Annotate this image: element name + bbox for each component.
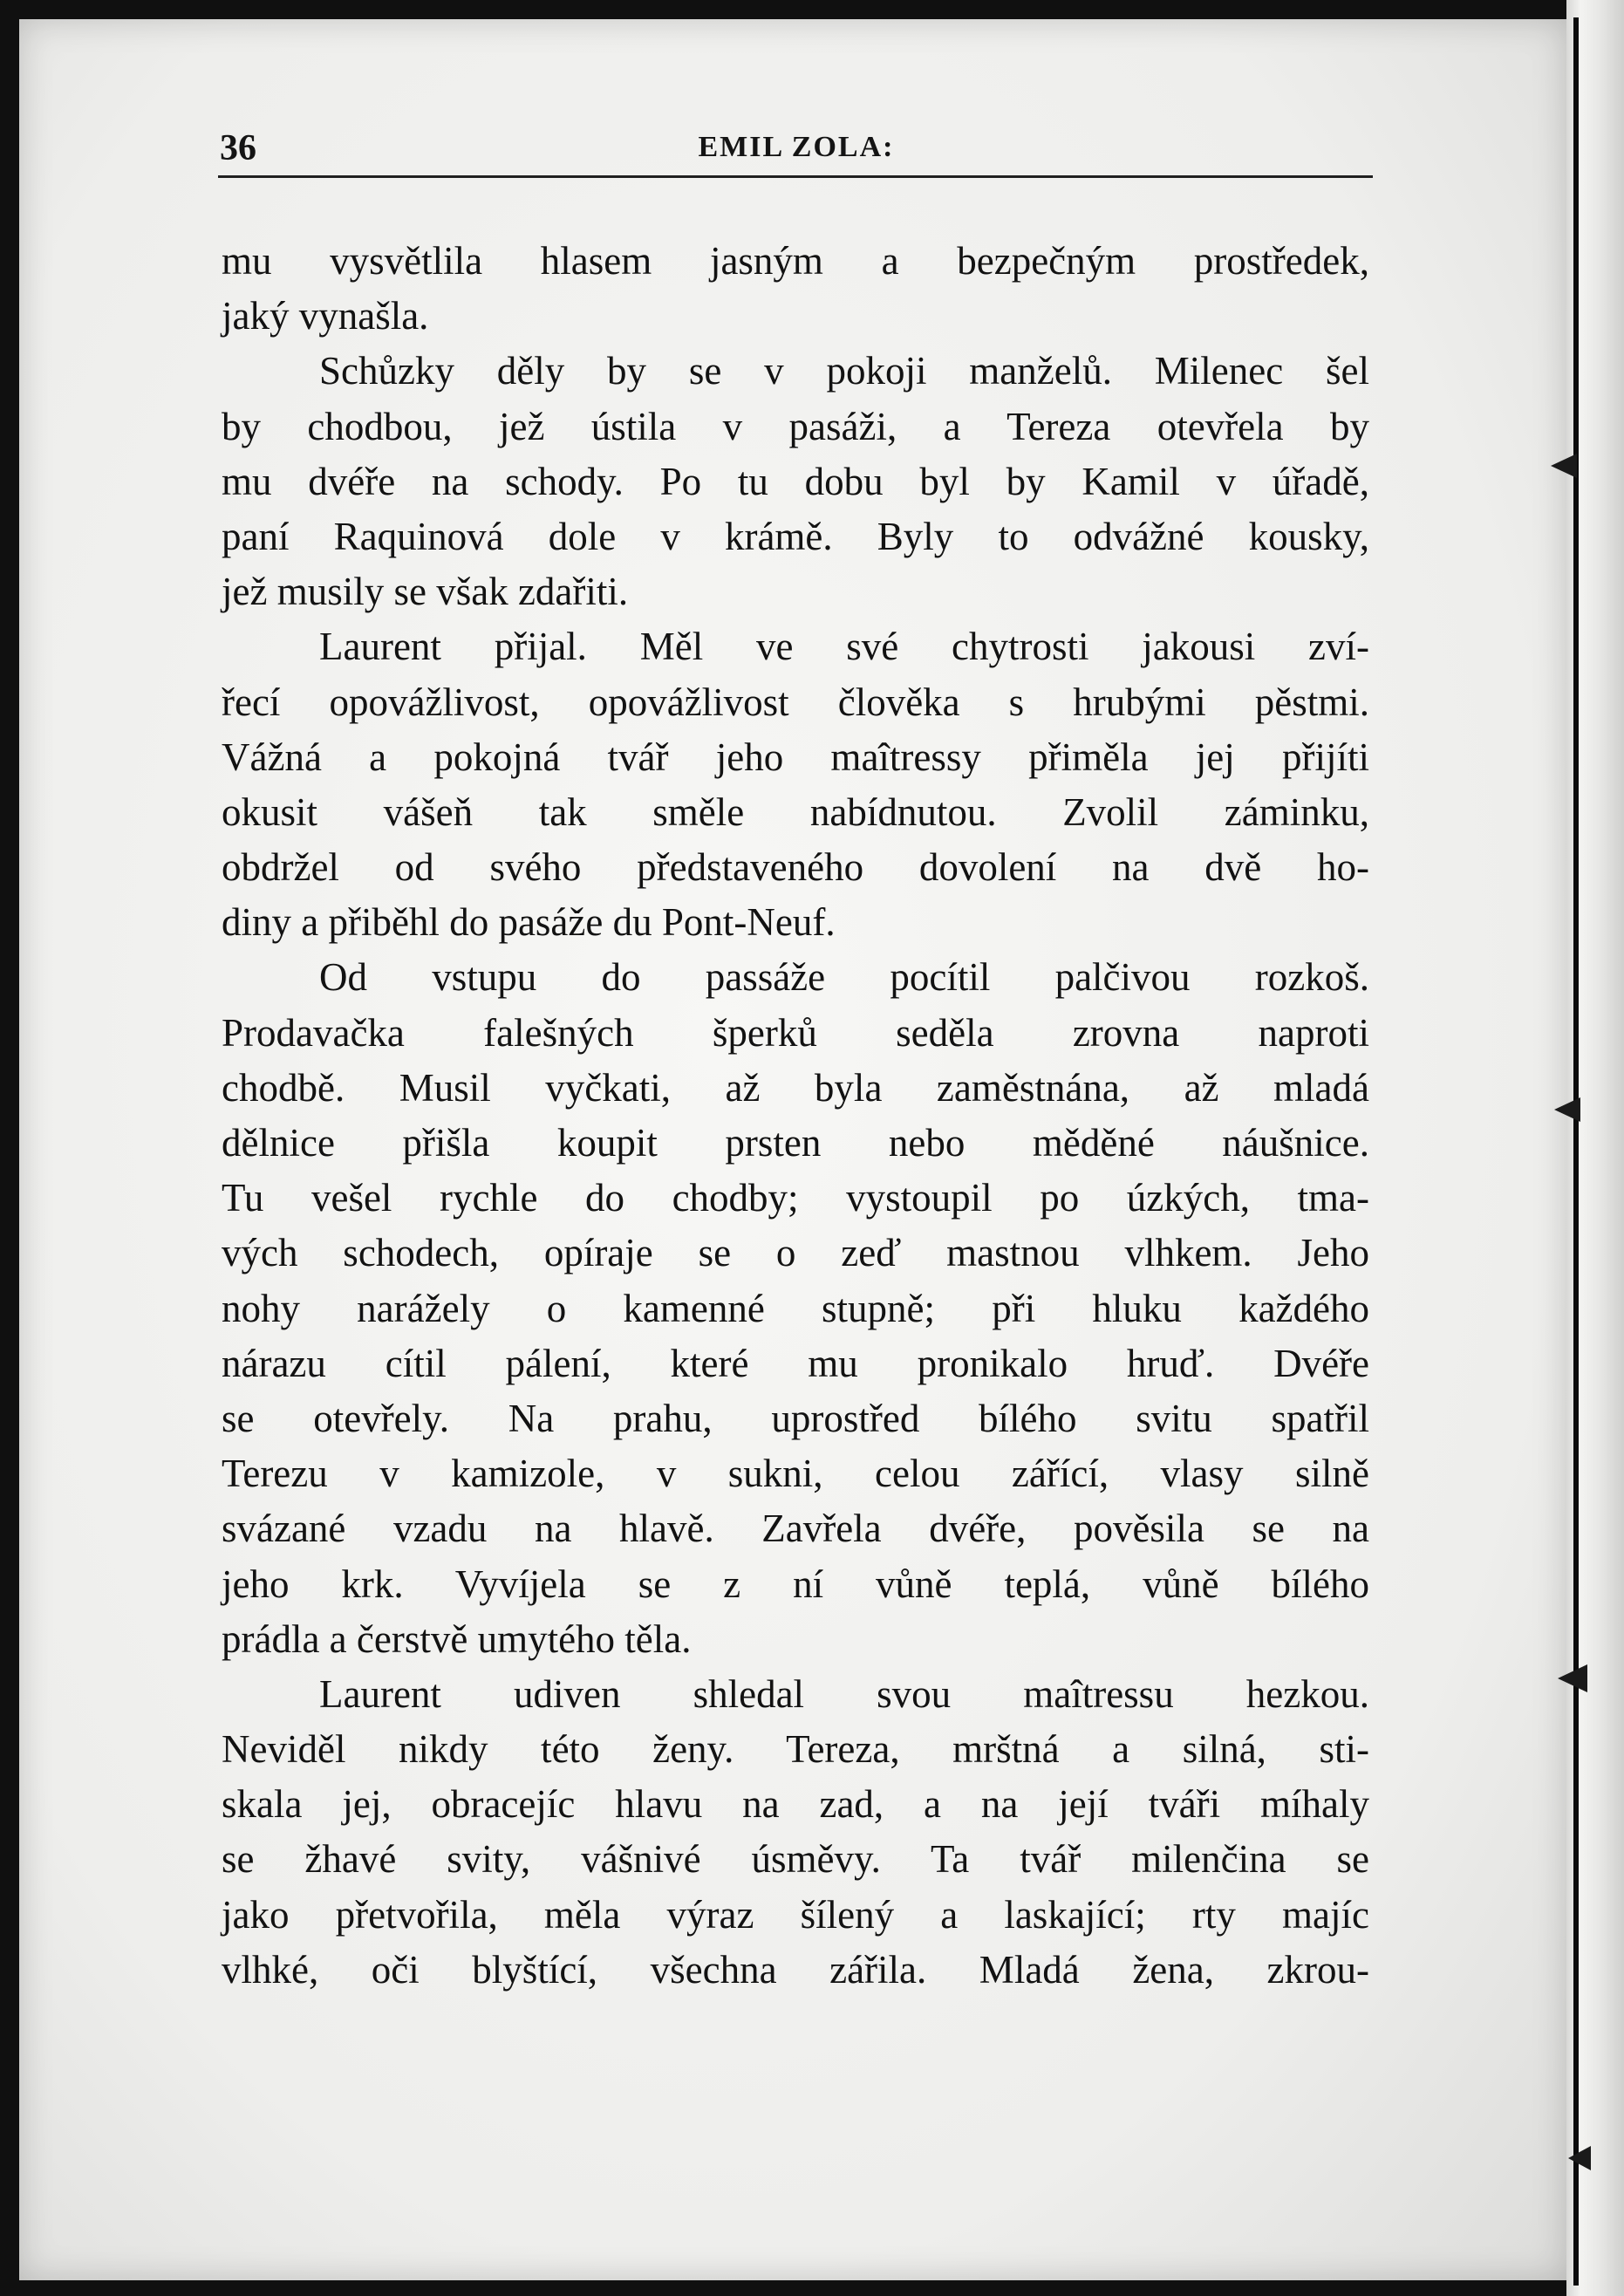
- text-line: jako přetvořila, měla výraz šílený a laskající; rty majíc: [222, 1892, 1369, 1937]
- header-rule: [218, 175, 1373, 178]
- text-line: Laurent přijal. Měl ve své chytrosti jakousi zví-: [319, 625, 1369, 669]
- text-line: Od vstupu do passáže pocítil palčivou rozkoš.: [319, 955, 1369, 1000]
- text-line: mu vysvětlila hlasem jasným a bezpečným prostředek,: [222, 239, 1369, 283]
- text-line: Schůzky děly by se v pokoji manželů. Milenec šel: [319, 349, 1369, 393]
- text-line: paní Raquinová dole v krámě. Byly to odvážné kousky,: [222, 514, 1369, 558]
- text-line: se otevřely. Na prahu, uprostřed bílého svitu spatřil: [222, 1396, 1369, 1440]
- text-line: jeho krk. Vyvíjela se z ní vůně teplá, vůně bílého: [222, 1561, 1369, 1606]
- text-line: se žhavé svity, vášnivé úsměvy. Ta tvář milenčina se: [222, 1837, 1369, 1882]
- text-line: vlhké, oči blyštící, všechna zářila. Mladá žena, zkrou-: [222, 1947, 1369, 1992]
- page-header: [220, 122, 1373, 174]
- text-line: diny a přiběhl do pasáže du Pont-Neuf.: [222, 900, 836, 945]
- text-line: Prodavačka falešných šperků seděla zrovna naproti: [222, 1010, 1369, 1055]
- text-line: obdržel od svého představeného dovolení na dvě ho-: [222, 845, 1369, 890]
- text-line: skala jej, obracejíc hlavu na zad, a na její tváři míhaly: [222, 1782, 1369, 1827]
- text-line: okusit vášeň tak směle nabídnutou. Zvolil záminku,: [222, 789, 1369, 834]
- text-line: řecí opovážlivost, opovážlivost člověka s hrubými pěstmi.: [222, 680, 1369, 724]
- text-line: dělnice přišla koupit prsten nebo měděné náušnice.: [222, 1121, 1369, 1165]
- text-line: Tu vešel rychle do chodby; vystoupil po úzkých, tma-: [222, 1176, 1369, 1220]
- spine-mark-icon: [1568, 2146, 1591, 2170]
- text-line: Terezu v kamizole, v sukni, celou zářící, vlasy silně: [222, 1452, 1369, 1496]
- text-line: Vážná a pokojná tvář jeho maîtressy přiměla jej přijíti: [222, 735, 1369, 779]
- spine-mark-icon: [1558, 1664, 1587, 1692]
- spine-shadow-line: [1573, 17, 1579, 2286]
- body-text: [222, 234, 1369, 1998]
- text-line: chodbě. Musil vyčkati, až byla zaměstnána, až mladá: [222, 1065, 1369, 1110]
- page-number: 36: [220, 128, 256, 168]
- text-line: svázané vzadu na hlavě. Zavřela dvéře, pověsila se na: [222, 1507, 1369, 1551]
- text-line: nárazu cítil pálení, které mu pronikalo hruď. Dvéře: [222, 1341, 1369, 1385]
- text-line: mu dvéře na schody. Po tu dobu byl by Kamil v úřadě,: [222, 459, 1369, 503]
- running-head: EMIL ZOLA:: [698, 131, 895, 163]
- text-line: Laurent udiven shledal svou maîtressu hezkou.: [319, 1671, 1369, 1716]
- text-line: jež musily se však zdařiti.: [222, 570, 629, 614]
- spine-mark-icon: [1554, 1097, 1580, 1122]
- text-line: vých schodech, opíraje se o zeď mastnou vlhkem. Jeho: [222, 1231, 1369, 1275]
- text-line: by chodbou, jež ústila v pasáži, a Tereza otevřela by: [222, 404, 1369, 448]
- text-line: prádla a čerstvě umytého těla.: [222, 1616, 692, 1661]
- spine-mark-icon: [1551, 454, 1577, 478]
- text-line: jaký vynašla.: [222, 294, 429, 338]
- text-line: Neviděl nikdy této ženy. Tereza, mrštná a silná, sti-: [222, 1727, 1369, 1772]
- text-line: nohy narážely o kamenné stupně; při hluku každého: [222, 1286, 1369, 1330]
